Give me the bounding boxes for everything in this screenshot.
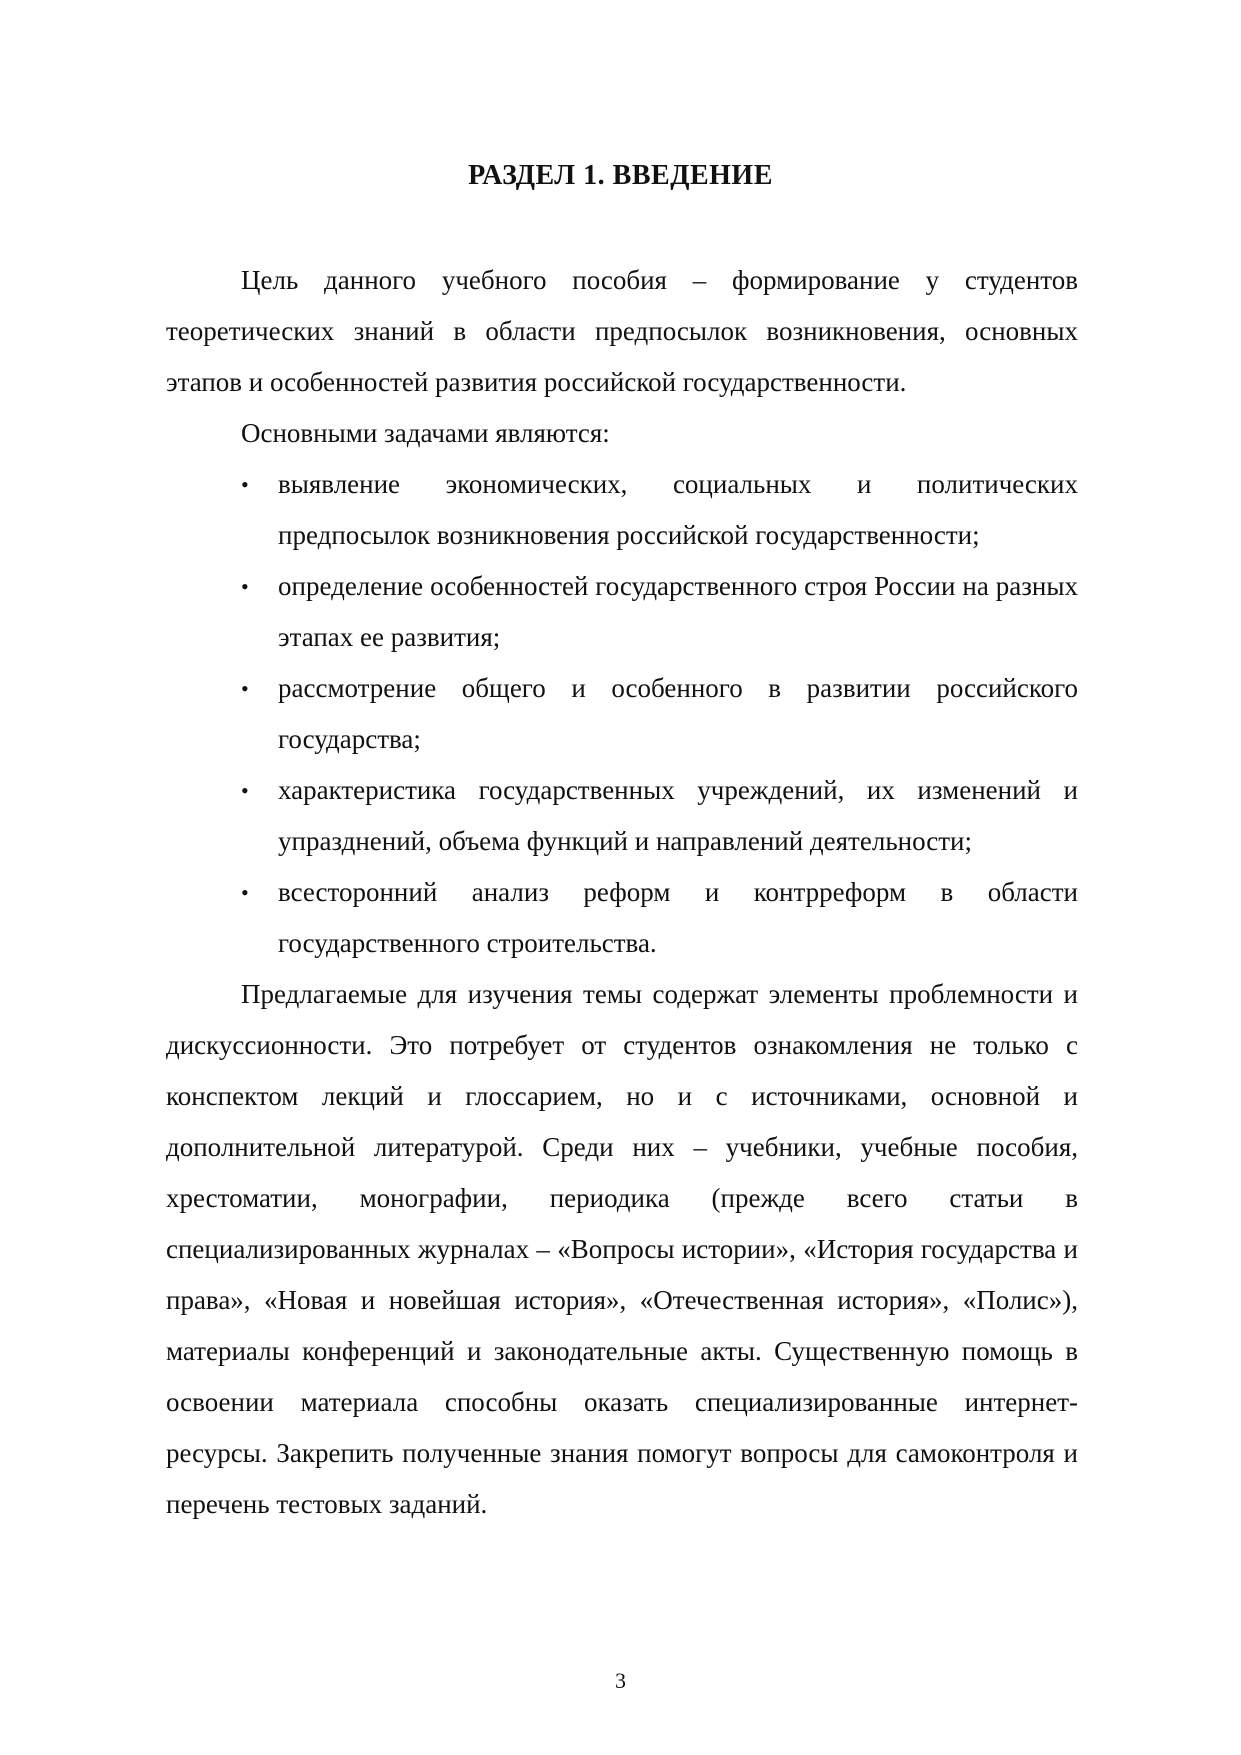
list-item-text: определение особенностей государственного строя России на разных этапах ее развития; [278,571,1078,652]
bullet-icon: • [241,574,249,599]
closing-paragraph: Предлагаемые для изучения темы содержат элементы проблемности и дискуссионности. Это потребует от студентов ознакомления не только с конспектом лекций и глоссарием, но и с источниками, основной и дополнительной литературой. Среди них – учебники, учебные пособия, хрестоматии, монографии, периодика (прежде всего статьи в специализированных журналах – «Вопросы истории», «История государства и права», «Новая и новейшая история», «Отечественная история», «Полис»), материалы конференций и законодательные акты. Существенную помощь в освоении материала способны оказать специализированные интернет-ресурсы. Закрепить полученные знания помогут вопросы для самоконтроля и перечень тестовых заданий. [166,979,1078,1519]
list-item-text: характеристика государственных учреждений, их изменений и упразднений, объема функций и направлений деятельности; [278,775,1078,856]
list-item [241,867,1078,969]
list-item [241,561,1078,663]
list-item-text: всесторонний анализ реформ и контрреформ в области государственного строительства. [278,877,1078,958]
section-heading: РАЗДЕЛ 1. ВВЕДЕНИЕ [468,160,773,191]
bullet-icon: • [241,472,249,497]
list-item [241,663,1078,765]
tasks-list [166,459,1078,969]
list-item [241,459,1078,561]
bullet-icon: • [241,676,249,701]
page-number: 3 [615,1668,626,1693]
list-item [241,765,1078,867]
tasks-intro: Основными задачами являются: [241,418,610,448]
bullet-icon: • [241,880,249,905]
body-text [166,255,1078,1530]
intro-paragraph: Цель данного учебного пособия – формирование у студентов теоретических знаний в области предпосылок возникновения, основных этапов и особенностей развития российской государственности. [166,265,1078,397]
list-item-text: рассмотрение общего и особенного в развитии российского государства; [278,673,1078,754]
bullet-icon: • [241,778,249,803]
list-item-text: выявление экономических, социальных и политических предпосылок возникновения российской государственности; [278,469,1078,550]
